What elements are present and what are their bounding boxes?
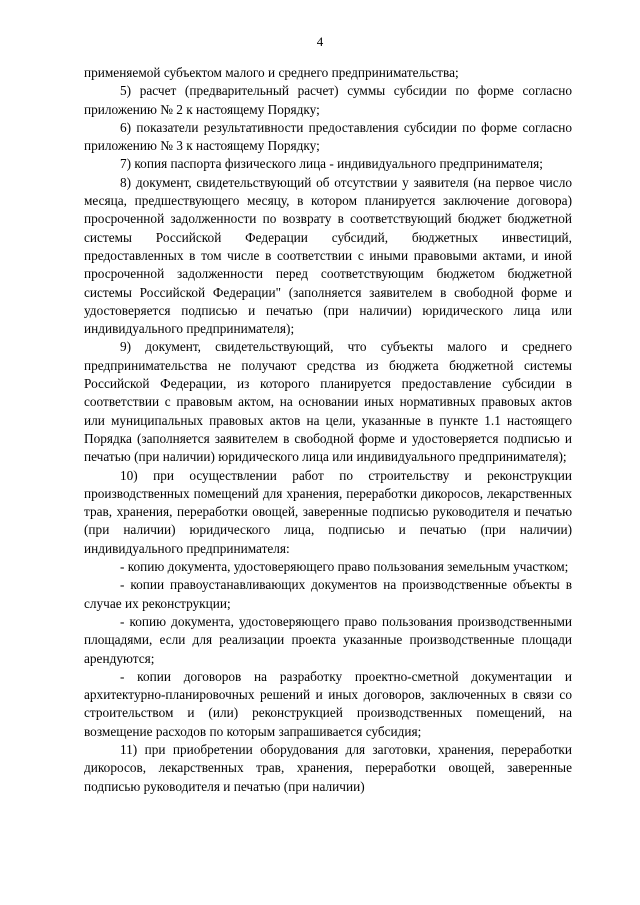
paragraph-item-7: 7) копия паспорта физического лица - индивидуального предпринимателя; <box>120 156 543 172</box>
paragraph-item-9: 9) документ, свидетельствующий, что субъекты малого и среднего предпринимательства не получают средства из бюджета бюджетной системы Российской Федерации, из которого планируется предоставление субсидии в соответствии с правовым актом, на основании иных нормативных правовых актов или муниципальных правовых актов на цели, указанные в пункте 1.1 настоящего Порядка (заполняется заявителем в свободной форме и удостоверяется подписью и печатью (при наличии) юридического лица или индивидуального предпринимателя); <box>84 339 572 465</box>
list-item-title-documents: - копии правоустанавливающих документов на производственные объекты в случае их реконструкции; <box>84 577 572 611</box>
paragraph-item-11: 11) при приобретении оборудования для заготовки, хранения, переработки дикоросов, лекарственных трав, хранения, переработки овощей, заверенные подписью руководителя и печатью (при наличии) <box>84 741 572 794</box>
list-item-land-rights: - копию документа, удостоверяющего право пользования земельным участком; <box>120 559 569 575</box>
document-body <box>84 64 572 796</box>
paragraph-item-8: 8) документ, свидетельствующий об отсутствии у заявителя (на первое число месяца, предшествующего месяцу, в котором планируется заключение договора) просроченной задолженности по возврату в соответствующий бюджет бюджетной системы Российской Федерации субсидий, бюджетных инвестиций, предоставленных в том числе в соответствии с иными правовыми актами, и иной просроченной задолженности перед соответствующим бюджетом бюджетной системы Российской Федерации" (заполняется заявителем в свободной форме и удостоверяется подписью и печатью (при наличии) юридического лица или индивидуального предпринимателя); <box>84 174 572 337</box>
paragraph-item-6: 6) показатели результативности предоставления субсидии по форме согласно приложению № 3 к настоящему Порядку; <box>84 119 572 154</box>
list-item-premises-rights: - копию документа, удостоверяющего право пользования производственными площадями, если для реализации проекта указанные производственные площади арендуются; <box>84 613 572 666</box>
paragraph-item-10: 10) при осуществлении работ по строительству и реконструкции производственных помещений для хранения, переработки дикоросов, лекарственных трав, хранения, переработки овощей, заверенные подписью руководителя и печатью (при наличии) юридического лица, подписью и печатью (при наличии) индивидуального предпринимателя: <box>84 467 572 556</box>
page-number: 4 <box>316 34 324 49</box>
paragraph-continuation: применяемой субъектом малого и среднего предпринимательства; <box>84 65 459 80</box>
list-item-design-contracts: - копии договоров на разработку проектно-сметной документации и архитектурно-планировочных решений и иных договоров, заключенных в связи со строительством и (или) реконструкцией производственных помещений, на возмещение расходов по которым запрашивается субсидия; <box>84 668 572 739</box>
paragraph-item-5: 5) расчет (предварительный расчет) суммы субсидии по форме согласно приложению № 2 к настоящему Порядку; <box>84 83 572 117</box>
